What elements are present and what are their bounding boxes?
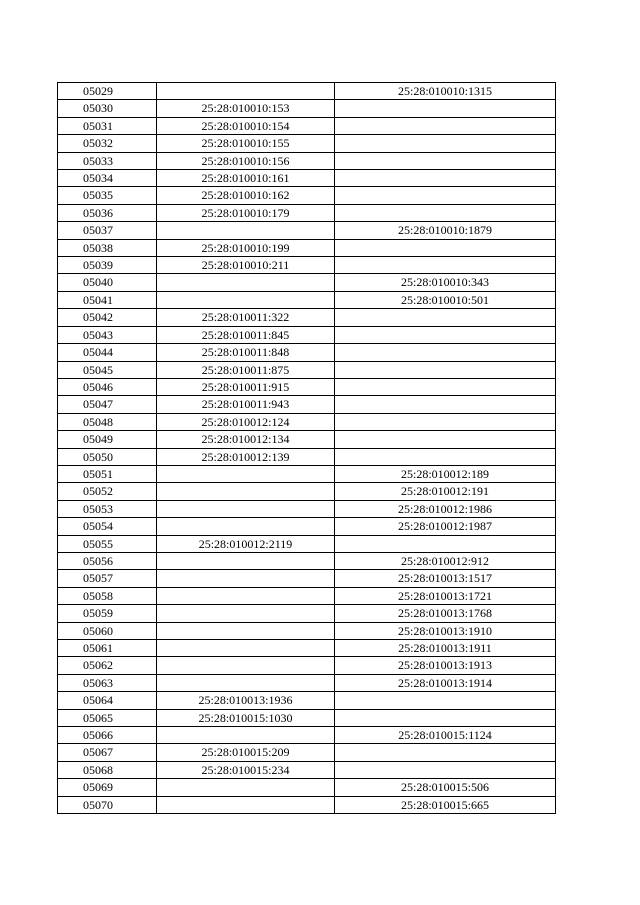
table-row: [58, 396, 556, 413]
cadastral-number-b: [335, 100, 556, 117]
row-number: 05035: [83, 188, 113, 203]
cadastral-number-a: [157, 674, 335, 691]
table-row: [58, 465, 556, 482]
cadastral-number-b: [335, 413, 556, 430]
cadastral-number-b: [335, 378, 556, 395]
row-number-cell: [58, 709, 157, 726]
cadastral-number-b: 25:28:010010:501: [335, 291, 556, 308]
row-number-cell: [58, 744, 157, 761]
row-number-cell: [58, 378, 157, 395]
table-row: [58, 361, 556, 378]
table-row: [58, 83, 556, 100]
row-number-cell: [58, 135, 157, 152]
cadastral-number-a: 25:28:010012:124: [157, 413, 335, 430]
row-number-cell: [58, 518, 157, 535]
row-number-cell: [58, 152, 157, 169]
cadastral-number-a: 25:28:010010:155: [157, 135, 335, 152]
cadastral-number-b: [335, 135, 556, 152]
cadastral-number-b: [335, 204, 556, 221]
row-number: 05040: [83, 275, 113, 290]
cadastral-number-a: 25:28:010011:322: [157, 309, 335, 326]
row-number: 05032: [83, 136, 113, 151]
cadastral-number-b: [335, 170, 556, 187]
row-number: 05063: [83, 675, 113, 690]
cadastral-number-a: [157, 483, 335, 500]
row-number: 05055: [83, 536, 113, 551]
cadastral-number-a: [157, 570, 335, 587]
cadastral-number-a: [157, 274, 335, 291]
cadastral-number-a: [157, 587, 335, 604]
cadastral-number-a: [157, 779, 335, 796]
cadastral-number-a: 25:28:010010:179: [157, 204, 335, 221]
table-row: [58, 587, 556, 604]
row-number: 05062: [83, 658, 113, 673]
cadastral-number-a: [157, 640, 335, 657]
row-number: 05045: [83, 362, 113, 377]
cadastral-number-b: [335, 744, 556, 761]
table-row: [58, 152, 556, 169]
cadastral-number-a: 25:28:010010:162: [157, 187, 335, 204]
row-number-cell: [58, 187, 157, 204]
row-number: 05054: [83, 519, 113, 534]
row-number: 05034: [83, 171, 113, 186]
table-row: [58, 744, 556, 761]
cadastral-number-a: [157, 622, 335, 639]
row-number-cell: [58, 361, 157, 378]
row-number-cell: [58, 257, 157, 274]
table-row: [58, 291, 556, 308]
cadastral-number-b: 25:28:010010:343: [335, 274, 556, 291]
row-number: 05057: [83, 571, 113, 586]
cadastral-number-a: [157, 657, 335, 674]
cadastral-number-a: 25:28:010010:211: [157, 257, 335, 274]
cadastral-number-a: 25:28:010011:915: [157, 378, 335, 395]
row-number: 05046: [83, 379, 113, 394]
row-number-cell: [58, 587, 157, 604]
table-row: [58, 239, 556, 256]
row-number-cell: [58, 692, 157, 709]
table-row: [58, 326, 556, 343]
row-number-cell: [58, 552, 157, 569]
table-row: [58, 204, 556, 221]
cadastral-number-a: [157, 222, 335, 239]
table-row: [58, 378, 556, 395]
row-number: 05051: [83, 466, 113, 481]
row-number-cell: [58, 204, 157, 221]
row-number: 05043: [83, 327, 113, 342]
cadastral-number-b: 25:28:010012:1986: [335, 500, 556, 517]
row-number-cell: [58, 535, 157, 552]
row-number: 05067: [83, 745, 113, 760]
table-row: [58, 222, 556, 239]
row-number: 05038: [83, 240, 113, 255]
row-number-cell: [58, 239, 157, 256]
cadastral-number-a: 25:28:010011:848: [157, 344, 335, 361]
row-number: 05029: [83, 84, 113, 98]
cadastral-number-a: [157, 605, 335, 622]
cadastral-number-a: 25:28:010011:943: [157, 396, 335, 413]
row-number: 05053: [83, 501, 113, 516]
row-number-cell: [58, 100, 157, 117]
table-row: [58, 640, 556, 657]
row-number-cell: [58, 640, 157, 657]
cadastral-number-b: [335, 448, 556, 465]
cadastral-number-a: [157, 291, 335, 308]
row-number: 05065: [83, 710, 113, 725]
table-row: [58, 309, 556, 326]
cadastral-number-b: 25:28:010013:1721: [335, 587, 556, 604]
row-number-cell: [58, 465, 157, 482]
cadastral-number-a: 25:28:010010:153: [157, 100, 335, 117]
row-number: 05039: [83, 258, 113, 273]
row-number-cell: [58, 413, 157, 430]
cadastral-number-a: 25:28:010015:1030: [157, 709, 335, 726]
row-number: 05050: [83, 449, 113, 464]
cadastral-number-b: [335, 344, 556, 361]
table-row: [58, 796, 556, 813]
row-number: 05064: [83, 693, 113, 708]
row-number: 05069: [83, 780, 113, 795]
row-number: 05061: [83, 641, 113, 655]
row-number: 05044: [83, 345, 113, 360]
row-number-cell: [58, 657, 157, 674]
table-row: [58, 187, 556, 204]
cadastral-number-b: [335, 709, 556, 726]
table-row: [58, 692, 556, 709]
row-number-cell: [58, 274, 157, 291]
row-number: 05052: [83, 484, 113, 499]
cadastral-number-b: 25:28:010013:1768: [335, 605, 556, 622]
table-row: [58, 518, 556, 535]
row-number: 05060: [83, 623, 113, 638]
cadastral-number-a: 25:28:010010:156: [157, 152, 335, 169]
cadastral-number-b: [335, 152, 556, 169]
cadastral-number-b: [335, 761, 556, 778]
table-row: [58, 535, 556, 552]
row-number-cell: [58, 674, 157, 691]
row-number: 05042: [83, 310, 113, 325]
row-number: 05059: [83, 606, 113, 621]
row-number: 05056: [83, 553, 113, 568]
cadastral-number-b: 25:28:010012:189: [335, 465, 556, 482]
cadastral-number-b: [335, 431, 556, 448]
row-number: 05047: [83, 397, 113, 412]
table-row: [58, 344, 556, 361]
table-row: [58, 117, 556, 134]
cadastral-number-b: 25:28:010013:1913: [335, 657, 556, 674]
row-number: 05031: [83, 118, 113, 133]
row-number-cell: [58, 309, 157, 326]
cadastral-number-b: 25:28:010013:1910: [335, 622, 556, 639]
cadastral-number-b: 25:28:010012:912: [335, 552, 556, 569]
row-number-cell: [58, 622, 157, 639]
row-number: 05068: [83, 762, 113, 777]
row-number-cell: [58, 326, 157, 343]
row-number: 05030: [83, 101, 113, 116]
row-number-cell: [58, 291, 157, 308]
table-row: [58, 500, 556, 517]
table-row: [58, 570, 556, 587]
row-number-cell: [58, 448, 157, 465]
row-number: 05066: [83, 728, 113, 743]
cadastral-number-a: [157, 518, 335, 535]
table-row: [58, 448, 556, 465]
cadastral-number-a: 25:28:010011:845: [157, 326, 335, 343]
cadastral-number-b: 25:28:010012:191: [335, 483, 556, 500]
row-number-cell: [58, 779, 157, 796]
table-row: [58, 274, 556, 291]
cadastral-number-b: [335, 535, 556, 552]
row-number-cell: [58, 344, 157, 361]
cadastral-number-b: [335, 396, 556, 413]
row-number: 05036: [83, 205, 113, 220]
cadastral-number-b: [335, 326, 556, 343]
cadastral-number-b: 25:28:010010:1879: [335, 222, 556, 239]
cadastral-number-a: 25:28:010012:134: [157, 431, 335, 448]
cadastral-number-b: [335, 239, 556, 256]
cadastral-number-a: 25:28:010010:199: [157, 239, 335, 256]
table-row: [58, 674, 556, 691]
table-row: [58, 170, 556, 187]
cadastral-number-a: [157, 727, 335, 744]
cadastral-number-a: [157, 796, 335, 813]
row-number-cell: [58, 727, 157, 744]
table-row: [58, 135, 556, 152]
cadastral-number-b: 25:28:010013:1517: [335, 570, 556, 587]
cadastral-number-table: [57, 82, 556, 814]
table-row: [58, 483, 556, 500]
cadastral-number-b: 25:28:010013:1914: [335, 674, 556, 691]
cadastral-number-b: [335, 309, 556, 326]
cadastral-number-a: 25:28:010012:2119: [157, 535, 335, 552]
cadastral-number-a: [157, 465, 335, 482]
row-number-cell: [58, 483, 157, 500]
row-number-cell: [58, 605, 157, 622]
row-number-cell: [58, 570, 157, 587]
cadastral-number-a: [157, 552, 335, 569]
row-number-cell: [58, 500, 157, 517]
table-row: [58, 779, 556, 796]
row-number: 05058: [83, 588, 113, 603]
row-number-cell: [58, 761, 157, 778]
cadastral-number-b: 25:28:010012:1987: [335, 518, 556, 535]
cadastral-number-b: 25:28:010015:506: [335, 779, 556, 796]
cadastral-number-a: 25:28:010012:139: [157, 448, 335, 465]
cadastral-number-b: 25:28:010015:1124: [335, 727, 556, 744]
row-number-cell: [58, 170, 157, 187]
table-row: [58, 552, 556, 569]
cadastral-number-b: 25:28:010013:1911: [335, 640, 556, 657]
row-number-cell: [58, 796, 157, 813]
cadastral-number-a: 25:28:010015:209: [157, 744, 335, 761]
table-row: [58, 622, 556, 639]
cadastral-number-b: [335, 361, 556, 378]
cadastral-number-b: [335, 692, 556, 709]
table-row: [58, 413, 556, 430]
cadastral-number-b: 25:28:010015:665: [335, 796, 556, 813]
row-number: 05048: [83, 414, 113, 429]
row-number: 05070: [83, 797, 113, 812]
cadastral-number-a: [157, 83, 335, 100]
cadastral-number-b: [335, 187, 556, 204]
row-number-cell: [58, 83, 157, 100]
cadastral-number-a: 25:28:010011:875: [157, 361, 335, 378]
row-number-cell: [58, 117, 157, 134]
table-row: [58, 257, 556, 274]
table-body: [58, 83, 556, 814]
row-number-cell: [58, 431, 157, 448]
table-row: [58, 709, 556, 726]
row-number-cell: [58, 396, 157, 413]
table-row: [58, 761, 556, 778]
cadastral-number-a: 25:28:010015:234: [157, 761, 335, 778]
cadastral-number-b: 25:28:010010:1315: [335, 83, 556, 100]
cadastral-number-b: [335, 117, 556, 134]
table-row: [58, 431, 556, 448]
table-row: [58, 100, 556, 117]
row-number: 05037: [83, 223, 113, 238]
cadastral-number-a: 25:28:010010:154: [157, 117, 335, 134]
cadastral-number-a: [157, 500, 335, 517]
row-number: 05049: [83, 432, 113, 447]
table-row: [58, 605, 556, 622]
row-number: 05041: [83, 292, 113, 307]
table-row: [58, 727, 556, 744]
table-row: [58, 657, 556, 674]
cadastral-number-b: [335, 257, 556, 274]
row-number-cell: [58, 222, 157, 239]
cadastral-number-a: 25:28:010010:161: [157, 170, 335, 187]
row-number: 05033: [83, 153, 113, 168]
cadastral-number-a: 25:28:010013:1936: [157, 692, 335, 709]
